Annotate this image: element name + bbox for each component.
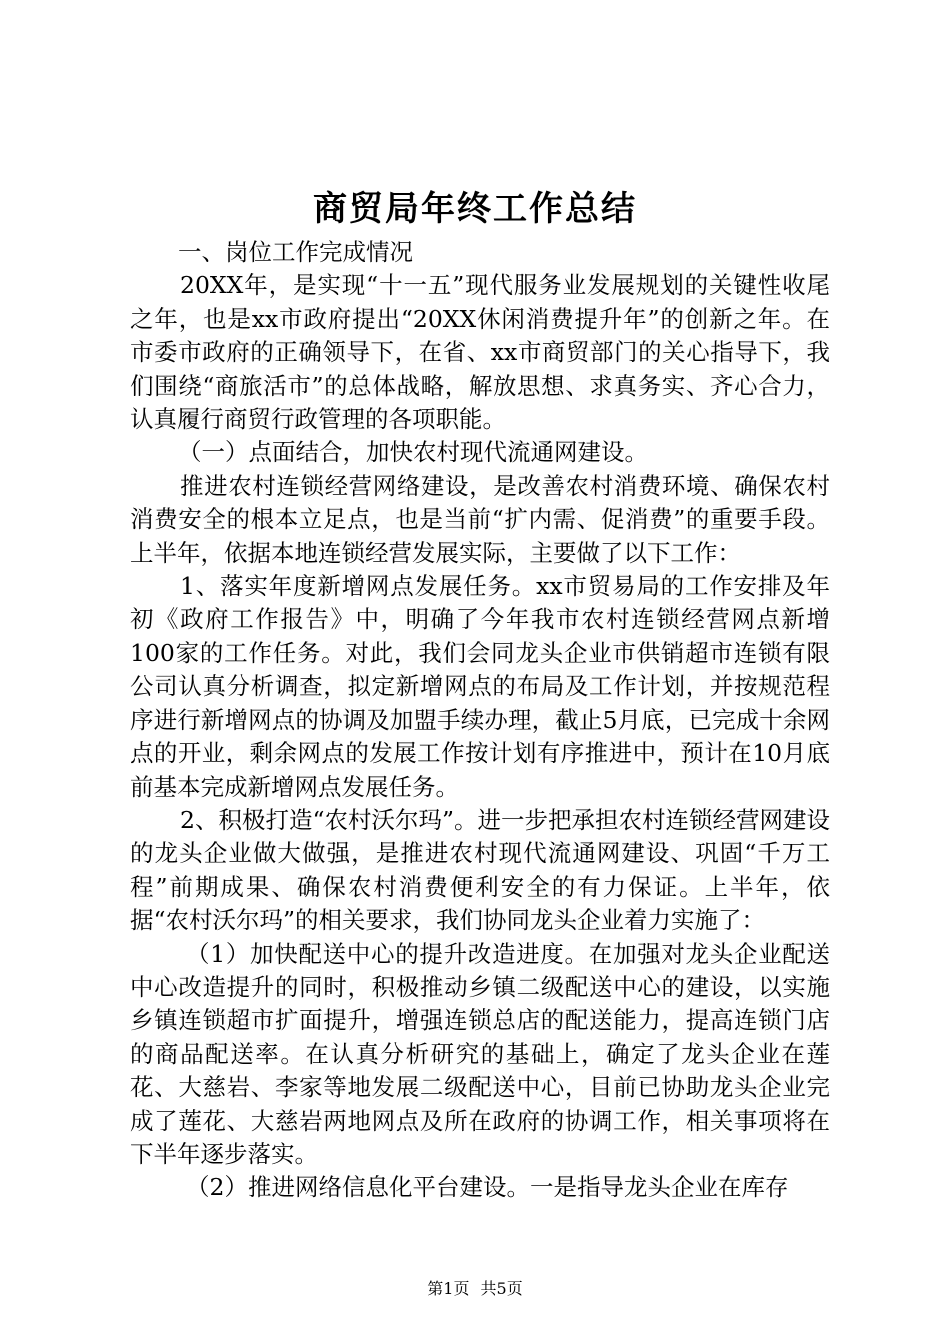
section-heading: 一、岗位工作完成情况: [178, 238, 413, 266]
document-title: 商贸局年终工作总结: [313, 189, 637, 229]
page-footer: [0, 1279, 950, 1299]
paragraph: 20XX年，是实现“十一五”现代服务业发展规划的关键性收尾之年，也是xx市政府提出“20XX休闲消费提升年”的创新之年。在市委市政府的正确领导下，在省、xx市商贸部门的关心指导下，我们围绕“商旅活市”的总体战略，解放思想、求真务实、齐心合力，认真履行商贸行政管理的各项职能。: [130, 271, 830, 434]
paragraph: 1、落实年度新增网点发展任务。xx市贸易局的工作安排及年初《政府工作报告》中，明确了今年我市农村连锁经营网点新增100家的工作任务。对此，我们会同龙头企业市供销超市连锁有限公司认真分析调查，拟定新增网点的布局及工作计划，并按规范程序进行新增网点的协调及加盟手续办理，截止5月底，已完成十余网点的开业，剩余网点的发展工作按计划有序推进中，预计在10月底前基本完成新增网点发展任务。: [130, 572, 830, 801]
page-number: 第1页: [427, 1279, 470, 1298]
paragraph: （1）加快配送中心的提升改造进度。在加强对龙头企业配送中心改造提升的同时，积极推动乡镇二级配送中心的建设，以实施乡镇连锁超市扩面提升，增强连锁总店的配送能力，提高连锁门店的商品配送率。在认真分析研究的基础上，确定了龙头企业在莲花、大慈岩、李家等地发展二级配送中心，目前已协助龙头企业完成了莲花、大慈岩两地网点及所在政府的协调工作，相关事项将在下半年逐步落实。: [130, 939, 830, 1168]
paragraph: （2）推进网络信息化平台建设。一是指导龙头企业在库存: [186, 1173, 789, 1202]
document-body: [130, 236, 830, 1205]
paragraph: 2、积极打造“农村沃尔玛”。进一步把承担农村连锁经营网建设的龙头企业做大做强，是推进农村现代流通网建设、巩固“千万工程”前期成果、确保农村消费便利安全的有力保证。上半年，依据“农村沃尔玛”的相关要求，我们协同龙头企业着力实施了：: [130, 805, 830, 935]
page-total: 共5页: [480, 1279, 523, 1298]
subsection-heading: （一）点面结合，加快农村现代流通网建设。: [178, 438, 648, 467]
paragraph: 推进农村连锁经营网络建设，是改善农村消费环境、确保农村消费安全的根本立足点，也是当前“扩内需、促消费”的重要手段。上半年，依据本地连锁经营发展实际，主要做了以下工作：: [130, 471, 830, 567]
